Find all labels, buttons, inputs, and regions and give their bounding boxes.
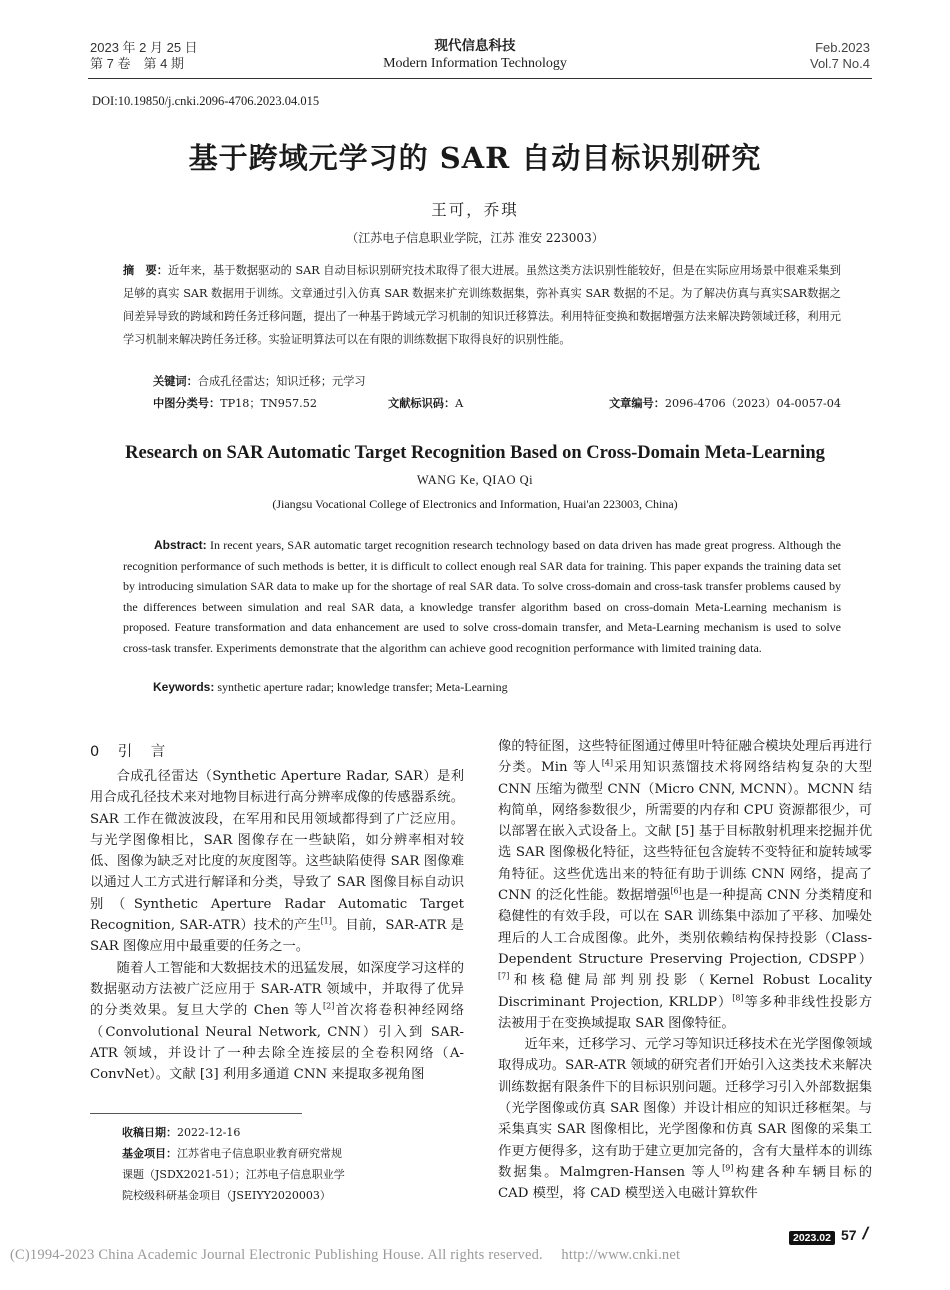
abstract-en-text: In recent years, SAR automatic target recognition research technology based on data driven has made great progress. Although the recognition performance of such methods is better, it is difficult to collect enough real SAR data for training. This paper expands the training data set by introducing simulation SAR data to make up for the shortage of real SAR data. To solve cross-domain and cross-task transfer problems caused by the differences between simulation and real SAR data, a knowledge transfer algorithm based on cross-domain Meta-Learning mechanism is proposed. Feature transformation and data enhancement are used to solve cross-domain transfer, and Meta-Learning mechanism is used to solve cross-task transfer. Experiments demonstrate that the algorithm can achieve good recognition performance with limited training data. [123, 538, 842, 655]
citation[interactable]: [7] [498, 971, 510, 981]
keywords-cn [153, 373, 366, 389]
header-journal [0, 38, 950, 72]
copyright-footer: (C)1994-2023 China Academic Journal Electronic Publishing House. All rights reserved. http://www.cnki.net [10, 1247, 681, 1263]
text-run: 首次将卷积神经网络（Convolutional Neural Network, CNN）引入到 SAR-ATR 领域，并设计了一种去除全连接层的全卷积网络（A-ConvNet）。文献 [3] 利用多通道 CNN 来提取多视角图 [90, 1003, 464, 1083]
doc-code-value: A [455, 397, 464, 410]
received-value: 2022-12-16 [177, 1126, 241, 1139]
text-run: 近年来，迁移学习、元学习等知识迁移技术在光学图像领域取得成功。SAR-ATR 领域的研究者们开始引入这类技术来解决训练数据有限条件下的目标识别问题。迁移学习引入外部数据集（光学图像或仿真 SAR 图像）并设计相应的知识迁移框架。与采集真实 SAR 图像相比，光学图像和仿真 SAR 图像的采集工作更方便得多，这有助于建立更加完备的，含有大量样本的训练数据集。Malmgren-Hansen 等人 [498, 1037, 872, 1180]
citation[interactable]: [2] [323, 1001, 335, 1011]
body-right-column [498, 736, 872, 1205]
paragraph [498, 1034, 872, 1204]
text-run: 和核稳健局部判别投影（Kernel Robust Locality Discriminant Projection, KRLDP） [498, 973, 872, 1010]
text-run: 采用知识蒸馏技术将网络结构复杂的大型 CNN 压缩为微型 CNN（Micro CNN, MCNN）。MCNN 结构简单，网络参数很少，所需要的内存和 CPU 资源都很少，可以部署在嵌入式设备上。文献 [5] 基于目标散射机理来挖掘并优选 SAR 图像极化特征，这些特征包含旋转不变特征和旋转域零角特征。这些优选出来的特征有助于训练 CNN 网络，提高了 CNN 的泛化性能。数据增强 [498, 760, 872, 904]
title-en: Research on SAR Automatic Target Recognition Based on Cross-Domain Meta-Learning [125, 443, 825, 463]
journal-name-cn: 现代信息科技 [434, 38, 516, 54]
keywords-en-label: Keywords: [153, 680, 215, 694]
abstract-cn [123, 259, 841, 351]
paragraph [90, 766, 464, 958]
header-date-en: Feb.2023 [815, 40, 870, 55]
text-run: 合成孔径雷达（Synthetic Aperture Radar, SAR）是利用合成孔径技术来对地物目标进行高分辨率成像的传感器系统。SAR 工作在微波波段，在军用和民用领域都得到了广泛应用。与光学图像相比，SAR 图像存在一些缺陷，如分辨率相对较低、图像为缺乏对比度的灰度图等。这些缺陷使得 SAR 图像难以通过人工方式进行解译和分类，导致了 SAR 图像目标自动识别（Synthetic Aperture Radar Automatic Target Recognition, SAR-ATR）技术的产生 [90, 769, 464, 934]
keywords-en [153, 680, 508, 695]
text-run: 。目前，SAR-ATR 是 SAR 图像应用中最重要的任务之一。 [90, 918, 464, 955]
doi: DOI:10.19850/j.cnki.2096-4706.2023.04.015 [92, 94, 320, 108]
footnote-fund [122, 1143, 352, 1206]
classification-row [153, 395, 841, 411]
paragraph [90, 958, 464, 1086]
clc-value: TP18；TN957.52 [220, 397, 317, 410]
clc-label: 中图分类号： [153, 397, 221, 410]
abstract-cn-label: 摘 要： [123, 264, 169, 277]
keywords-cn-text: 合成孔径雷达；知识迁移；元学习 [197, 375, 366, 388]
text-run: 也是一种提高 CNN 分类精度和稳健性的有效手段，可以在 SAR 训练集中添加了平移、加噪处理后的人工合成图像。此外，类别依赖结构保持投影（Class-Dependent Structure Preserving Projection, CDSPP） [498, 888, 872, 967]
header-right [810, 40, 870, 72]
keywords-cn-label: 关键词： [153, 375, 198, 388]
header-date: 2023 年 2 月 25 日 [90, 40, 198, 55]
page-date-badge: 2023.02 [789, 1231, 835, 1245]
footnote-rule [90, 1113, 302, 1114]
citation[interactable]: [1] [320, 916, 332, 926]
journal-name-en: Modern Information Technology [383, 56, 567, 71]
affiliation-en: (Jiangsu Vocational College of Electronics and Information, Huai'an 223003, China) [272, 497, 678, 511]
doc-code-label: 文献标识码： [388, 397, 456, 410]
article-no-value: 2096-4706（2023）04-0057-04 [664, 397, 841, 410]
received-label: 收稿日期： [122, 1126, 177, 1139]
fund-label: 基金项目： [122, 1147, 177, 1160]
text-run: 等多种非线性投影方法被用于在变换域提取 SAR 图像特征。 [498, 994, 873, 1031]
authors-cn: 王可，乔琪 [431, 201, 519, 219]
citation[interactable]: [8] [732, 993, 744, 1003]
page-number: 57 [841, 1227, 857, 1243]
body-left-column [90, 766, 464, 1085]
title-cn: 基于跨域元学习的 SAR 自动目标识别研究 [188, 141, 762, 175]
citation[interactable]: [6] [670, 886, 682, 896]
header-issue-cn: 第 7 卷 第 4 期 [90, 56, 184, 71]
article-no-label: 文章编号： [608, 397, 665, 410]
page-slash-mark: / [860, 1224, 871, 1243]
keywords-en-text: synthetic aperture radar; knowledge transfer; Meta-Learning [217, 680, 508, 694]
abstract-en [123, 535, 841, 658]
citation[interactable]: [4] [601, 758, 614, 768]
header-rule [88, 78, 872, 79]
authors-en: WANG Ke, QIAO Qi [416, 473, 534, 487]
citation[interactable]: [9] [722, 1163, 734, 1173]
header-issue-en: Vol.7 No.4 [810, 56, 870, 71]
text-run: 像的特征图，这些特征图通过傅里叶特征融合模块处理后再进行分类。Min 等人 [498, 739, 872, 776]
section-heading-intro: 0 引 言 [90, 744, 168, 760]
paragraph [498, 736, 872, 1034]
abstract-en-label: Abstract: [154, 538, 207, 552]
text-run: 构建各种车辆目标的 CAD 模型，将 CAD 模型送入电磁计算软件 [498, 1164, 872, 1202]
footnote-received [122, 1122, 352, 1143]
text-run: 随着人工智能和大数据技术的迅猛发展，如深度学习这样的数据驱动方法被广泛应用于 SAR-ATR 领域中，并取得了优异的分类效果。复旦大学的 Chen 等人 [90, 960, 464, 1019]
fund-value: 江苏省电子信息职业教育研究常规课题（JSDX2021-51）；江苏电子信息职业学院校级科研基金项目（JSEIYY2020003） [122, 1147, 345, 1202]
abstract-cn-text: 近年来，基于数据驱动的 SAR 自动目标识别研究技术取得了很大进展。虽然这类方法识别性能较好，但是在实际应用场景中很难采集到足够的真实 SAR 数据用于训练。文章通过引入仿真 SAR 数据来扩充训练数据集，弥补真实 SAR 数据的不足。为了解决仿真与真实SAR数据之间差异导致的跨域和跨任务迁移问题，提出了一种基于跨域元学习机制的知识迁移算法。利用特征变换和数据增强方法来解决跨领域迁移，利用元学习机制来解决跨任务迁移。实验证明算法可以在有限的训练数据下取得良好的识别性能。 [123, 264, 841, 346]
affiliation-cn: （江苏电子信息职业学院，江苏 淮安 223003） [346, 231, 604, 245]
footnote [122, 1122, 352, 1206]
